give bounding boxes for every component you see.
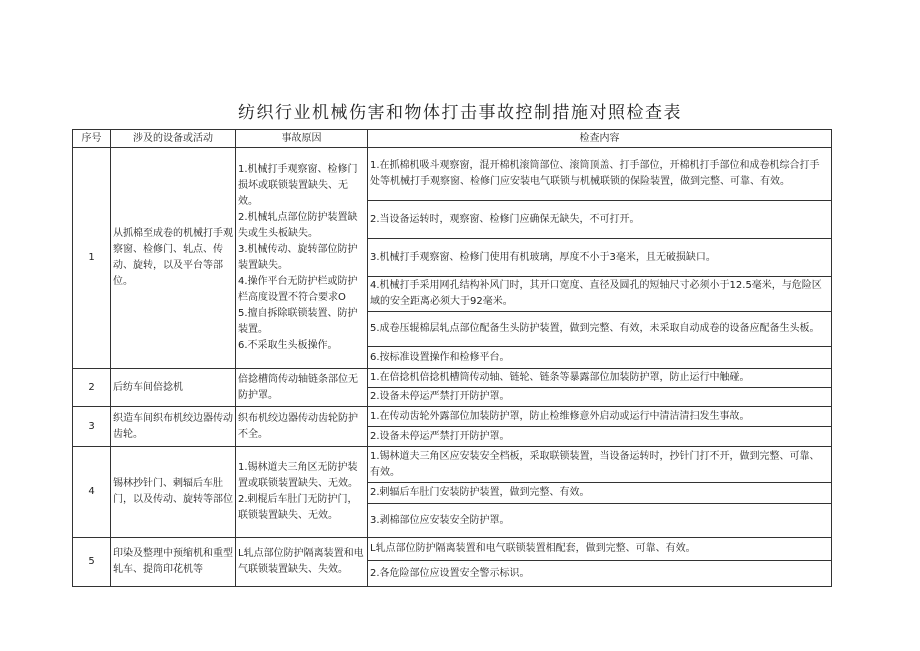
- equipment-cell: 从抓棉至成卷的机械打手观察窗、检修门、轧点、传动、旋转，以及平台等部位。: [111, 148, 236, 369]
- check-item: L轧点部位防护隔离装置和电气联锁装置相配套，做到完整、可靠、有效。: [368, 538, 832, 561]
- check-item: 1.在抓棉机吸斗观察窗，混开棉机滚筒部位、滚筒顶盖、打手部位，开棉机打手部位和成卷机综合打手处等机械打手观察窗、检修门应安装电气联锁与机械联锁的保险装置，做到完整、可靠、有效。: [368, 148, 832, 201]
- row-index: 1: [73, 148, 111, 369]
- checklist-table: [72, 129, 832, 587]
- table-row: [73, 538, 832, 561]
- check-item: 3.剥棉部位应安装安全防护罩。: [368, 504, 832, 538]
- header-check: 检查内容: [368, 130, 832, 148]
- table-row: [73, 447, 832, 483]
- cause-item: 1.机械打手观察窗、检修门损坏或联锁装置缺失、无效。: [238, 164, 358, 207]
- cause-item: 2.剌棍后车肚门无防护门，联锁装置缺失、无效。: [238, 494, 358, 521]
- check-item: 2.剌辐后车肚门安装防护装置，做到完整、有效。: [368, 483, 832, 504]
- check-item: 5.成卷压辊棉层轧点部位配备生头防护装置，做到完整、有效，未采取自动成卷的设备应配备生头板。: [368, 312, 832, 347]
- check-item: 6.按标准设置操作和检修平台。: [368, 347, 832, 369]
- table-row: [73, 407, 832, 427]
- cause-cell: 倍捻槽筒传动轴链条部位无防护罩。: [236, 369, 368, 407]
- cause-item: 2.机械轧点部位防护装置缺失或生头板缺失。: [238, 212, 358, 239]
- cause-cell: L轧点部位防护隔离装置和电气联锁装置缺失、失效。: [236, 538, 368, 587]
- cause-item: 5.擅自拆除联锁装置、防护装置。: [238, 308, 358, 335]
- header-index: 序号: [73, 130, 111, 148]
- equipment-cell: 锡林抄针门、剌辐后车肚门，以及传动、旋转等部位: [111, 447, 236, 538]
- check-item: 2.各危险部位应设置安全警示标识。: [368, 561, 832, 587]
- equipment-cell: 织造车间织布机绞边器传动齿轮。: [111, 407, 236, 447]
- cause-item: 6.不采取生头板操作。: [238, 340, 338, 351]
- equipment-cell: 印染及整理中预缩机和重型轧车、提筒印花机等: [111, 538, 236, 587]
- check-item: 3.机械打手观察窗、检修门使用有机玻璃，厚度不小于3毫米，且无破损缺口。: [368, 239, 832, 277]
- check-item: 2.设备未停运严禁打开防护罩。: [368, 388, 832, 407]
- check-item: 4.机械打手采用网孔结构补风门时，其开口宽度、直径及圆孔的短轴尺寸必须小于12.5毫米，与危险区域的安全距离必须大于92毫米。: [368, 277, 832, 312]
- equipment-cell: 后纺车间倍捻机: [111, 369, 236, 407]
- cause-cell: [236, 148, 368, 369]
- table-row: [73, 148, 832, 201]
- header-row: [73, 130, 832, 148]
- row-index: 5: [73, 538, 111, 587]
- cause-cell: [236, 447, 368, 538]
- row-index: 2: [73, 369, 111, 407]
- check-item: 2.当设备运转时，观察窗、检修门应确保无缺失，不可打开。: [368, 201, 832, 239]
- check-item: 1.在倍捻机倍捻机槽筒传动轴、链轮、链条等暴露部位加装防护罩，防止运行中触碰。: [368, 369, 832, 388]
- cause-item: 3.机械传动、旋转部位防护装置缺失。: [238, 244, 358, 271]
- check-item: 1.在传动齿轮外露部位加装防护罩，防止检维修意外启动或运行中清洁清扫发生事故。: [368, 407, 832, 427]
- cause-cell: 织布机绞边器传动齿轮防护不全。: [236, 407, 368, 447]
- cause-item: 1.锡林道夫三角区无防护装置或联锁装置缺失、无效。: [238, 462, 358, 489]
- row-index: 3: [73, 407, 111, 447]
- check-item: 1.锡林道夫三角区应安装安全档板，采取联锁装置，当设备运转时，抄针门打不开，做到完整、可靠、有效。: [368, 447, 832, 483]
- document-title: 纺织行业机械伤害和物体打击事故控制措施对照检查表: [238, 103, 682, 123]
- header-equipment: 涉及的设备或活动: [111, 130, 236, 148]
- table-row: [73, 369, 832, 388]
- row-index: 4: [73, 447, 111, 538]
- cause-item: 4.操作平台无防护栏或防护栏高度设置不符合要求O: [238, 276, 358, 303]
- check-item: 2.设备未停运严禁打开防护罩。: [368, 427, 832, 447]
- header-cause: 事故原因: [236, 130, 368, 148]
